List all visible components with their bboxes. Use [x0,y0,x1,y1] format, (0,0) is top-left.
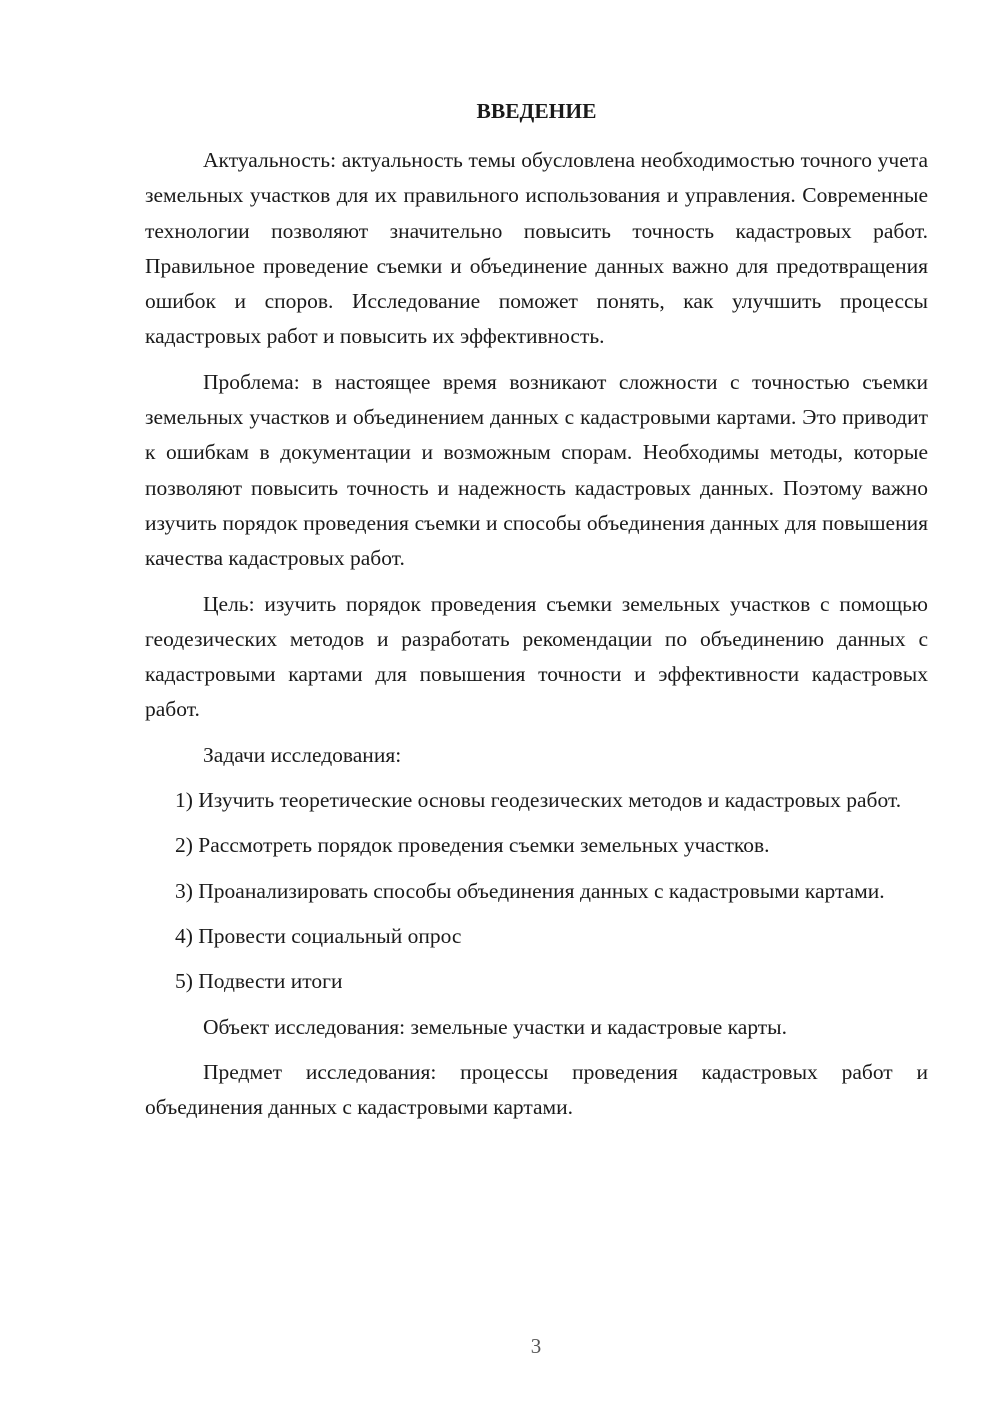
task-item-4: 4) Провести социальный опрос [175,923,462,948]
page-number: 3 [530,1334,542,1358]
task-item-1: 1) Изучить теоретические основы геодезических методов и кадастровых работ. [175,788,902,813]
research-subject-paragraph: Предмет исследования: процессы проведения кадастровых работ и объединения данных с кадастровыми картами. [145,1059,928,1120]
task-item-2: 2) Рассмотреть порядок проведения съемки земельных участков. [175,833,770,858]
page-title: ВВЕДЕНИЕ [476,99,597,123]
goal-paragraph: Цель: изучить порядок проведения съемки земельных участков с помощью геодезических методов и разработать рекомендации по объединению данных с кадастровыми картами для повышения точности и эффективности кадастровых работ. [145,591,928,722]
problem-paragraph: Проблема: в настоящее время возникают сложности с точностью съемки земельных участков и объединением данных с кадастровыми картами. Это приводит к ошибкам в документации и возможным спорам. Необходимы методы, которые позволяют повысить точность и надежность кадастровых данных. Поэтому важно изучить порядок проведения съемки и способы объединения данных для повышения качества кадастровых работ. [145,369,928,571]
relevance-paragraph: Актуальность: актуальность темы обусловлена необходимостью точного учета земельных участков для их правильного использования и управления. Современные технологии позволяют значительно повысить точность кадастровых работ. Правильное проведение съемки и объединение данных важно для предотвращения ошибок и споров. Исследование поможет понять, как улучшить процессы кадастровых работ и повысить их эффективность. [145,148,928,349]
page-content [145,96,928,1135]
research-object-paragraph: Объект исследования: земельные участки и кадастровые карты. [203,1014,787,1039]
task-item-5: 5) Подвести итоги [175,969,343,994]
task-item-3: 3) Проанализировать способы объединения данных с кадастровыми картами. [175,878,885,903]
tasks-heading: Задачи исследования: [203,742,402,767]
